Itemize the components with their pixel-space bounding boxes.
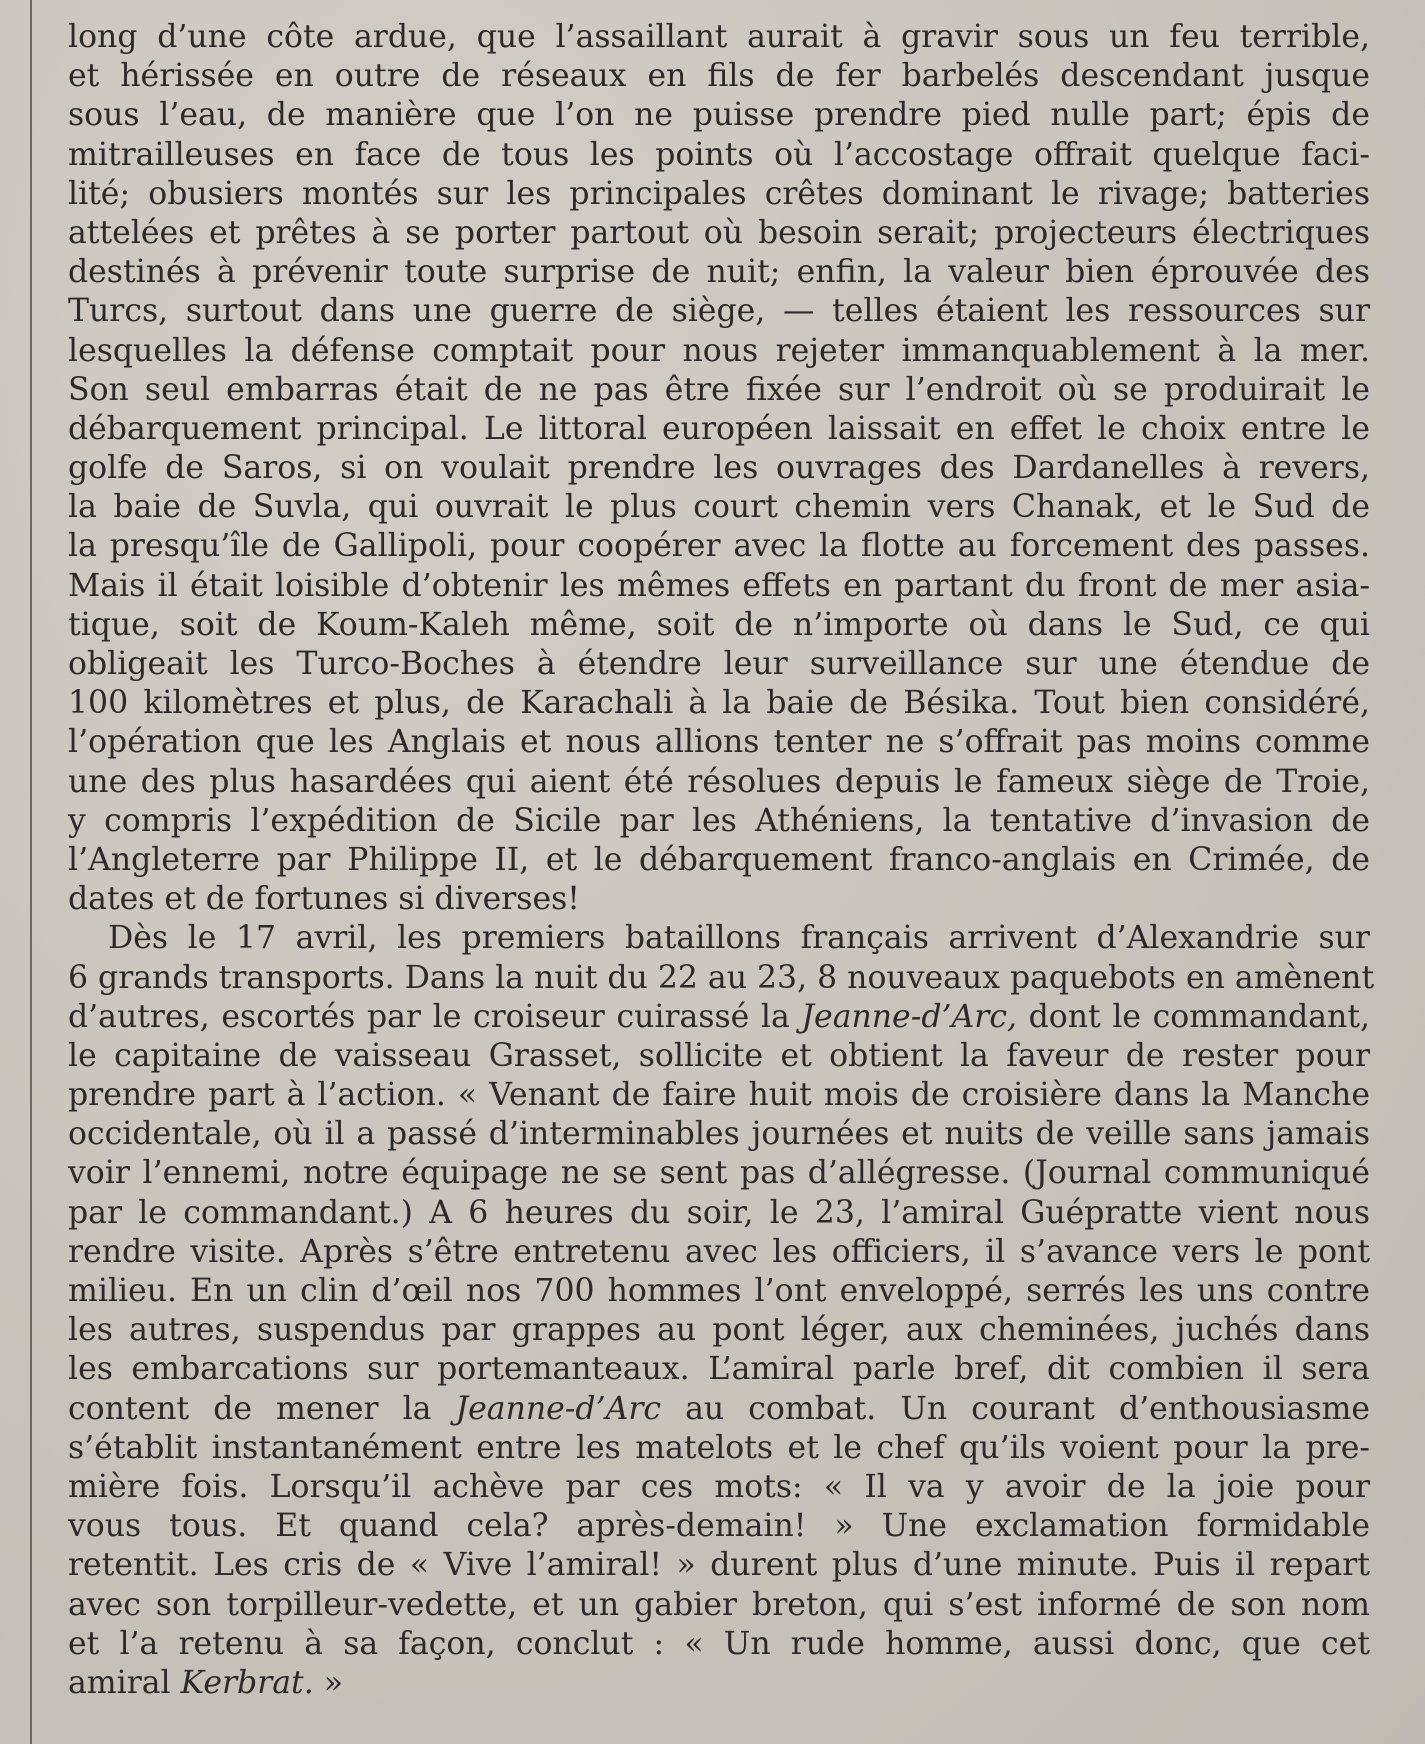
text-line: [68, 1664, 1370, 1703]
text-run: amiral: [68, 1664, 181, 1701]
text-line: attelées et prêtes à se porter partout où besoin serait; projecteurs électriques: [68, 214, 1370, 251]
text-line: le capitaine de vaisseau Grasset, sollicite et obtient la faveur de rester pour: [68, 1037, 1370, 1074]
text-line: lesquelles la défense comptait pour nous rejeter immanquablement à la mer.: [68, 332, 1370, 369]
text-line: sous l’eau, de manière que l’on ne puisse prendre pied nulle part; épis de: [68, 97, 1370, 134]
text-line: lité; obusiers montés sur les principales crêtes dominant le rivage; batteries: [68, 175, 1370, 212]
text-line: retentit. Les cris de « Vive l’amiral! » durent plus d’une minute. Puis il repart: [68, 1547, 1370, 1584]
text-line: la presqu’île de Gallipoli, pour coopérer avec la flotte au forcement des passes.: [68, 528, 1370, 565]
left-margin-rule: [30, 0, 32, 1744]
text-run: au combat. Un courant d’enthousiasme: [661, 1390, 1370, 1427]
text-run: d’autres, escortés par le croiseur cuirassé la: [68, 998, 802, 1035]
text-line: y compris l’expédition de Sicile par les Athéniens, la tentative d’invasion de: [68, 802, 1370, 839]
text-line: prendre part à l’action. « Venant de faire huit mois de croisière dans la Manche: [68, 1077, 1370, 1114]
text-line: occidentale, où il a passé d’interminables journées et nuits de veille sans jamais: [68, 1116, 1370, 1153]
text-line: vous tous. Et quand cela? après-demain! » Une exclamation formidable: [68, 1508, 1370, 1545]
text-line: les autres, suspendus par grappes au pont léger, aux cheminées, juchés dans: [68, 1312, 1370, 1349]
text-line: débarquement principal. Le littoral européen laissait en effet le choix entre le: [68, 410, 1370, 447]
text-line: et l’a retenu à sa façon, conclut : « Un rude homme, aussi donc, que cet: [68, 1625, 1370, 1662]
text-line: [68, 1390, 1370, 1429]
text-line: la baie de Suvla, qui ouvrait le plus court chemin vers Chanak, et le Sud de: [68, 489, 1370, 526]
text-line: Son seul embarras était de ne pas être fixée sur l’endroit où se produirait le: [68, 371, 1370, 408]
text-line: Mais il était loisible d’obtenir les mêmes effets en partant du front de mer asia-: [68, 567, 1370, 604]
text-line: obligeait les Turco-Boches à étendre leur surveillance sur une étendue de: [68, 646, 1370, 682]
text-line: rendre visite. Après s’être entretenu avec les officiers, il s’avance vers le pont: [68, 1233, 1370, 1270]
text-line: [68, 998, 1370, 1037]
ship-name: Jeanne-d’Arc,: [801, 998, 1017, 1035]
text-line: une des plus hasardées qui aient été résolues depuis le fameux siège de Troie,: [68, 763, 1370, 800]
text-line: les embarcations sur portemanteaux. L’amiral parle bref, dit combien il sera: [68, 1351, 1370, 1388]
paragraph-2: [68, 919, 1375, 1703]
text-line: destinés à prévenir toute surprise de nuit; enfin, la valeur bien éprouvée des: [68, 254, 1370, 291]
page-text: [68, 18, 1375, 1703]
text-run: content de mener la: [68, 1390, 456, 1427]
text-line: voir l’ennemi, notre équipage ne se sent pas d’allégresse. (Journal communiqué: [68, 1155, 1370, 1192]
text-line: Dès le 17 avril, les premiers bataillons français arrivent d’Alexandrie sur: [108, 920, 1370, 957]
text-line: l’opération que les Anglais et nous allions tenter ne s’offrait pas moins comme: [68, 724, 1370, 761]
text-line: dates et de fortunes si diverses!: [68, 881, 580, 918]
text-run: dont le commandant,: [1016, 998, 1370, 1035]
text-line: avec son torpilleur-vedette, et un gabier breton, qui s’est informé de son nom: [68, 1586, 1370, 1623]
text-line: mitrailleuses en face de tous les points où l’accostage offrait quelque faci-: [68, 136, 1370, 173]
text-line: tique, soit de Koum-Kaleh même, soit de n’importe où dans le Sud, ce qui: [68, 606, 1370, 643]
text-line: 6 grands transports. Dans la nuit du 22 au 23, 8 nouveaux paquebots en amènent: [68, 959, 1375, 996]
text-line: s’établit instantanément entre les matelots et le chef qu’ils voient pour la pre-: [68, 1429, 1370, 1466]
text-line: et hérissée en outre de réseaux en fils de fer barbelés descendant jusque: [68, 58, 1370, 95]
person-name: Kerbrat.: [180, 1664, 314, 1701]
paragraph-1: [68, 18, 1370, 919]
text-line: l’Angleterre par Philippe II, et le débarquement franco-anglais en Crimée, de: [68, 841, 1370, 878]
ship-name: Jeanne-d’Arc: [455, 1390, 662, 1427]
text-line: 100 kilomètres et plus, de Karachali à la baie de Bésika. Tout bien considéré,: [68, 685, 1370, 722]
text-line: mière fois. Lorsqu’il achève par ces mots: « Il va y avoir de la joie pour: [68, 1468, 1370, 1505]
text-line: Turcs, surtout dans une guerre de siège, — telles étaient les ressources sur: [68, 293, 1370, 330]
text-line: golfe de Saros, si on voulait prendre les ouvrages des Dardanelles à revers,: [68, 450, 1370, 487]
text-line: par le commandant.) A 6 heures du soir, le 23, l’amiral Guépratte vient nous: [68, 1194, 1370, 1231]
text-line: milieu. En un clin d’œil nos 700 hommes l’ont enveloppé, serrés les uns contre: [68, 1273, 1370, 1309]
text-line: long d’une côte ardue, que l’assaillant aurait à gravir sous un feu terrible,: [68, 19, 1370, 55]
text-run: »: [313, 1664, 344, 1701]
